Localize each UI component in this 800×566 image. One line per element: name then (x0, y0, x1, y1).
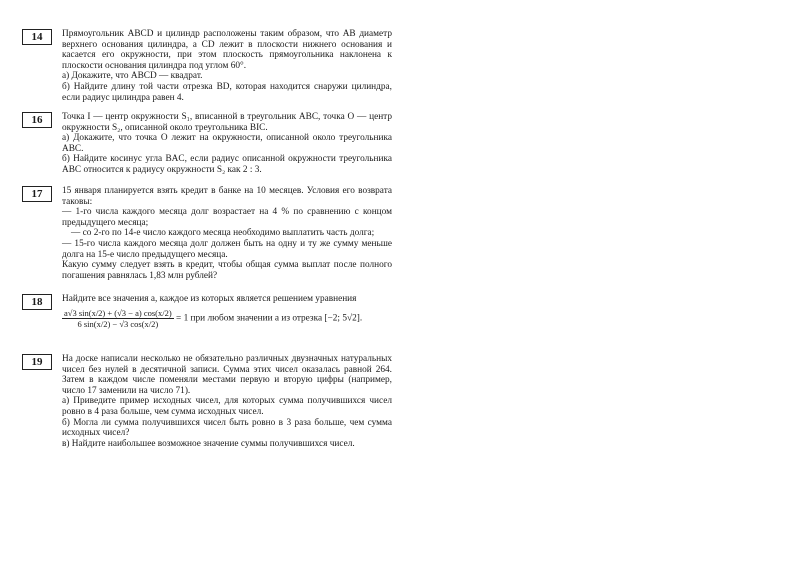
problem-statement: На доске написали несколько не обязательно различных двузначных натуральных чисел без нулей в десятичной записи. Сумма этих чисел оказалась равной 264. Затем в каждом числе поменяли местами первую и вторую цифры (например, число 17 заменили на число 71). (62, 354, 392, 396)
part-a: а) Докажите, что ABCD — квадрат. (62, 71, 203, 82)
part-b: б) Найдите длину той части отрезка BD, которая находится снаружи цилиндра, если радиус цилиндра равен 4. (62, 81, 392, 103)
equation (62, 308, 392, 329)
equation-denominator: 6 sin(x/2) − √3 cos(x/2) (77, 318, 159, 329)
part-b: б) Могла ли сумма получившихся чисел быть ровно в 3 раза больше, чем сумма исходных чисел? (62, 417, 392, 439)
problem-number: 17 (22, 186, 52, 202)
part-a: а) Приведите пример исходных чисел, для которых сумма получившихся чисел ровно в 4 раза больше, чем сумма исходных чисел. (62, 396, 392, 417)
condition-2: — со 2-го по 14-е число каждого месяца необходимо выплатить часть долга; (71, 228, 375, 239)
problem-number: 18 (22, 294, 52, 310)
equation-fraction (62, 308, 174, 329)
condition-3: — 15-го числа каждого месяца долг должен быть на одну и ту же сумму меньше долга на 15-е число предыдущего месяца. (62, 238, 392, 260)
problem-statement: Найдите все значения a, каждое из которых является решением уравнения (62, 294, 357, 304)
part-a: а) Докажите, что точка O лежит на окружности, описанной около треугольника ABC. (62, 133, 392, 154)
equation-tail: = 1 при любом значении a из отрезка [−2; 5√2]. (176, 313, 363, 324)
question: Какую сумму следует взять в кредит, чтобы общая сумма выплат после полного погашения равнялась 1,83 млн рублей? (62, 260, 392, 281)
problem-statement: Точка I — центр окружности S₁, вписанной в треугольник ABC, точка O — центр окружности S₂, описанной около треугольника BIC. (62, 112, 392, 133)
part-c: в) Найдите наибольшее возможное значение суммы получившихся чисел. (62, 438, 355, 449)
problem-statement: Прямоугольник ABCD и цилиндр расположены таким образом, что AB диаметр верхнего основания цилиндра, а CD лежит в плоскости нижнего основания и касается его окружности, при этом плоскость прямоугольника наклонена к плоскости основания цилиндра под углом 60°. (62, 29, 392, 71)
condition-1: — 1-го числа каждого месяца долг возрастает на 4 % по сравнению с концом предыдущего месяца; (62, 207, 392, 228)
problem-number: 16 (22, 112, 52, 128)
problem-statement: 15 января планируется взять кредит в банке на 10 месяцев. Условия его возврата таковы: (62, 186, 392, 207)
part-b: б) Найдите косинус угла BAC, если радиус описанной окружности треугольника ABC относится к радиусу окружности S₂ как 2 : 3. (62, 154, 392, 175)
equation-numerator: a√3 sin(x/2) + (√3 − a) cos(x/2) (64, 307, 172, 318)
problem-number: 14 (22, 29, 52, 45)
problem-number: 19 (22, 354, 52, 370)
